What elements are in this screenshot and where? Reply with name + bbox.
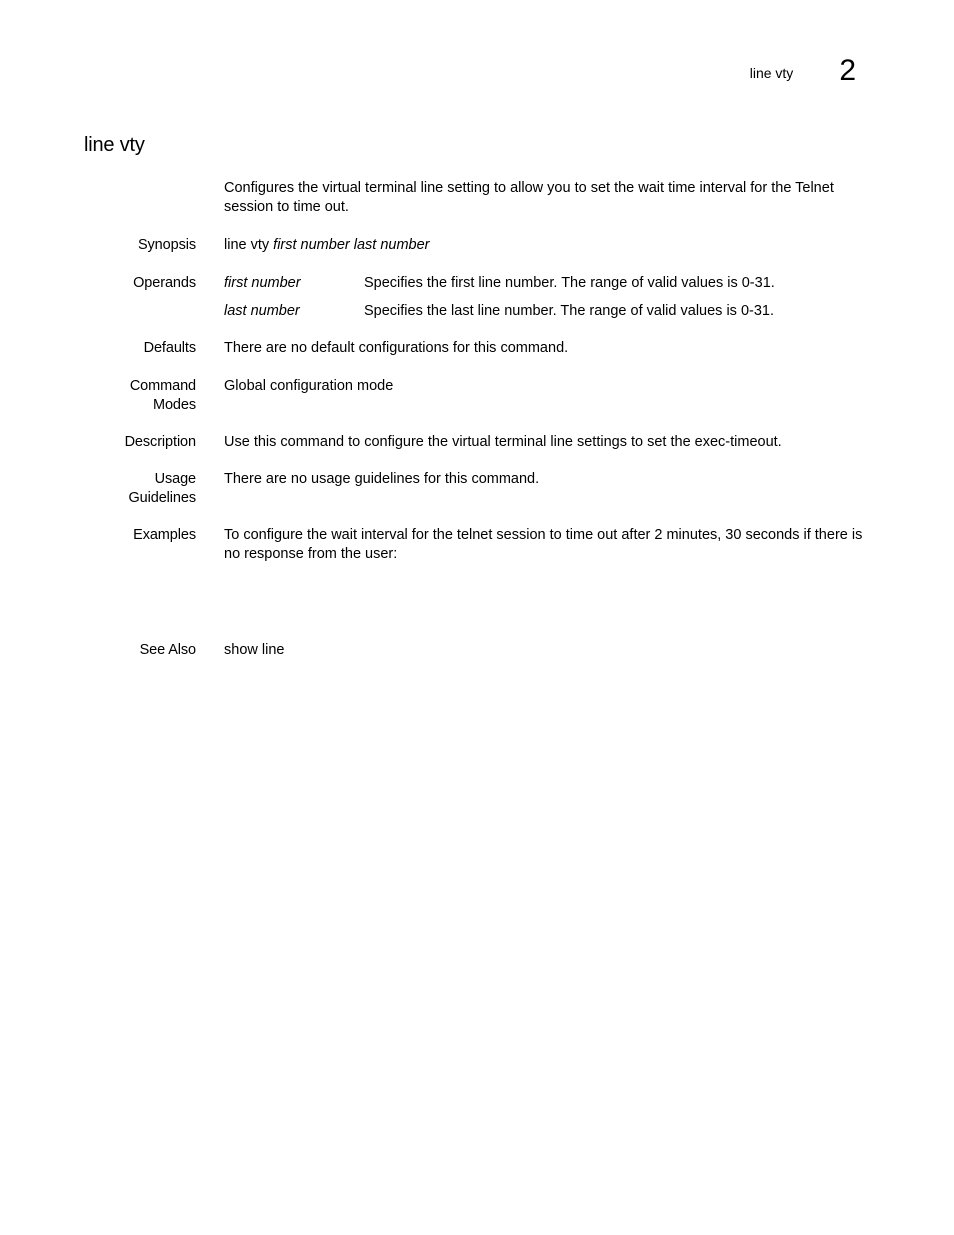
synopsis-label: Synopsis	[137, 237, 196, 253]
chapter-number: 2	[839, 54, 856, 87]
description-text: Use this command to configure the virtual terminal line settings to set the exec-timeout.	[224, 434, 782, 450]
command-intro: Configures the virtual terminal line setting to allow you to set the wait time interval for the Telnet session to time out.	[224, 180, 834, 215]
see-also-body	[224, 641, 874, 660]
synopsis-body	[224, 236, 874, 255]
examples-label: Examples	[133, 527, 196, 543]
command-modes-label	[80, 377, 196, 415]
operand-description: Specifies the last line number. The range of valid values is 0-31.	[364, 303, 774, 319]
running-head: line vty	[749, 65, 794, 81]
command-title: line vty	[84, 134, 145, 156]
see-also-link[interactable]: show line	[224, 642, 285, 658]
page-header	[750, 56, 856, 86]
synopsis-command: line vty	[224, 237, 270, 253]
usage-guidelines-label-line1: Usage	[154, 471, 196, 487]
defaults-text: There are no default configurations for this command.	[224, 340, 569, 356]
operand-description: Specifies the first line number. The range of valid values is 0-31.	[364, 275, 775, 291]
usage-guidelines-label	[80, 470, 196, 508]
defaults-label: Defaults	[143, 340, 196, 356]
description-label: Description	[124, 434, 196, 450]
operand-name: first number	[224, 275, 301, 291]
operand-name: last number	[224, 303, 300, 319]
operand-row	[224, 274, 874, 302]
operands-label: Operands	[133, 275, 196, 291]
see-also-label: See Also	[139, 642, 196, 658]
synopsis-arguments: first number last number	[273, 237, 430, 253]
usage-guidelines-label-line2: Guidelines	[128, 490, 196, 506]
command-modes-label-line1: Command	[129, 378, 196, 394]
operands-list	[224, 274, 874, 330]
examples-text: To configure the wait interval for the telnet session to time out after 2 minutes, 30 seconds if there is no response from the user:	[224, 527, 863, 562]
usage-guidelines-text: There are no usage guidelines for this command.	[224, 471, 540, 487]
operand-row	[224, 302, 874, 330]
command-modes-text: Global configuration mode	[224, 378, 394, 394]
command-modes-label-line2: Modes	[152, 397, 196, 413]
